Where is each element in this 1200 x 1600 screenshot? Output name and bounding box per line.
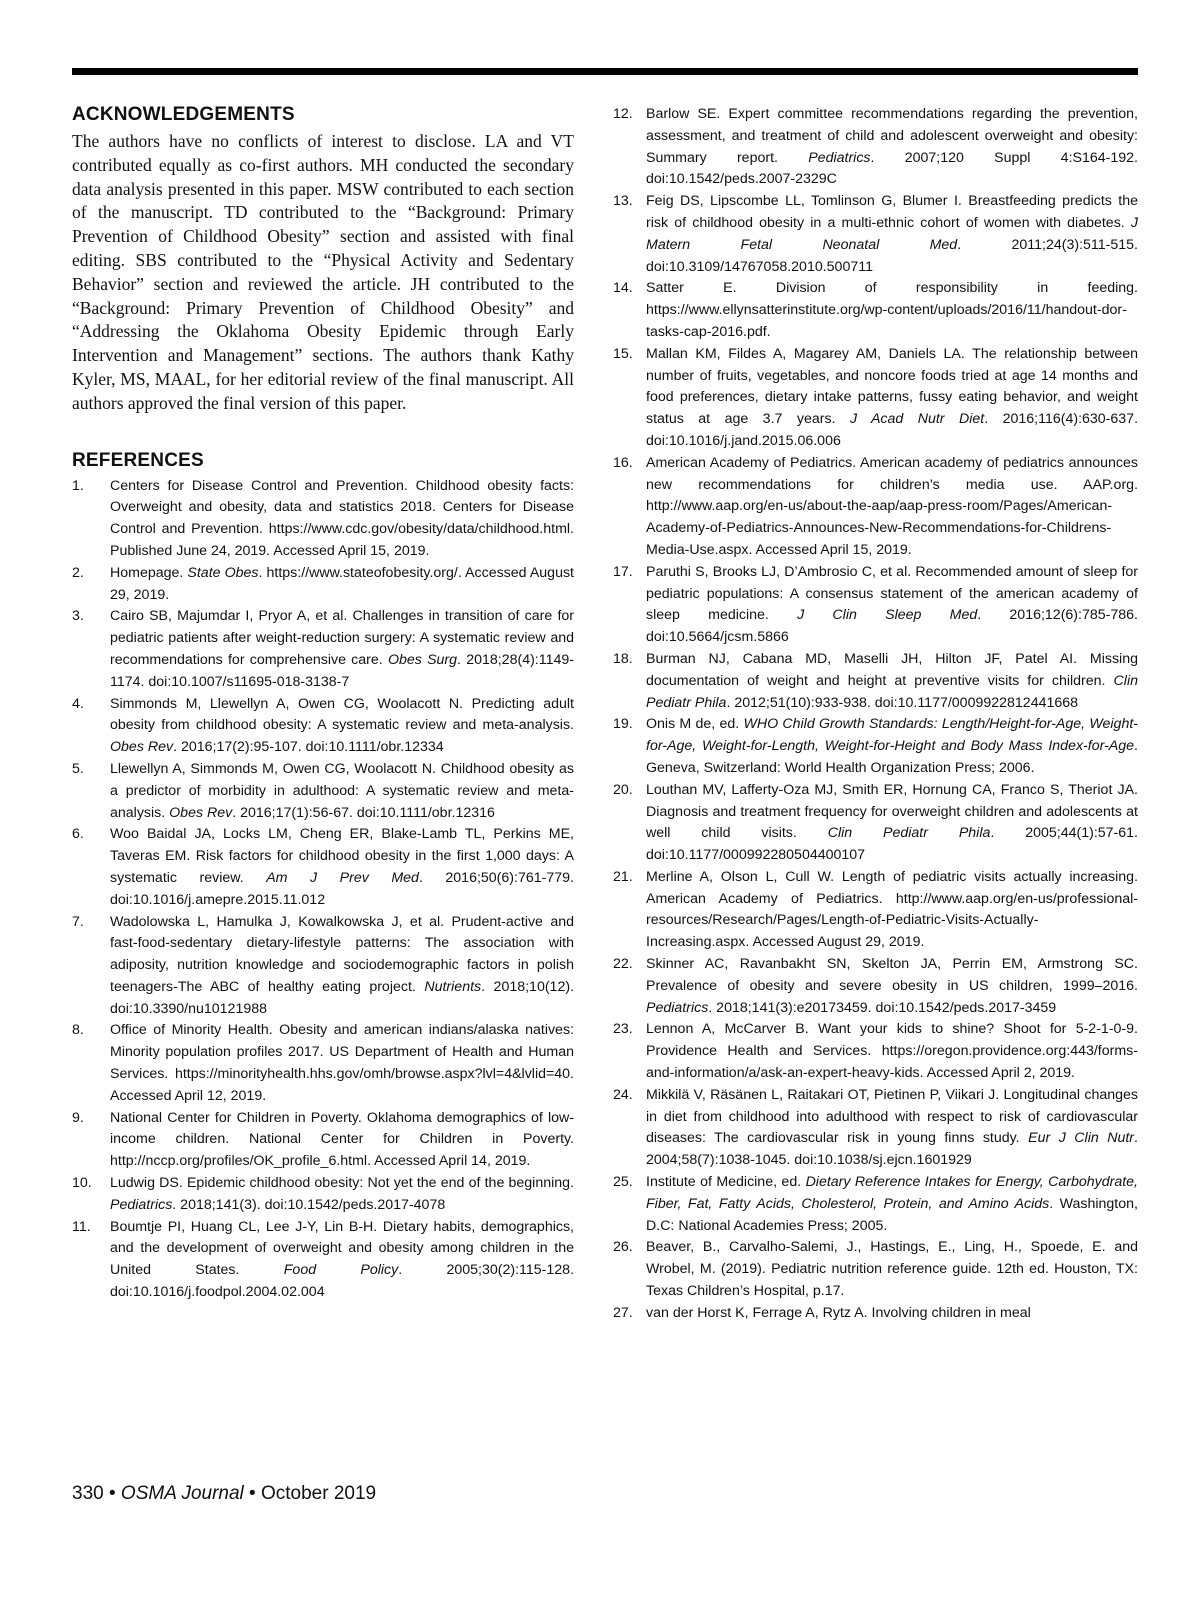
reference-number: 19. (613, 716, 633, 733)
reference-text (646, 562, 1138, 649)
reference-item (613, 867, 1138, 954)
reference-text-part: . 2005;30(2):115-128. doi:10.1016/j.foodpol.2004.02.004 (110, 1262, 575, 1301)
reference-number: 24. (613, 1086, 633, 1103)
reference-item (613, 649, 1138, 714)
reference-item (72, 759, 574, 824)
reference-item (613, 1237, 1138, 1302)
reference-text-part: van der Horst K, Ferrage A, Rytz A. Involving children in meal (646, 1304, 1031, 1321)
reference-text (646, 714, 1138, 779)
reference-source-title: Nutrients (424, 978, 482, 995)
reference-source-title: WHO Child Growth Standards: Length/Height-for-Age, Weight-for-Age, Weight-for-Length, Weight-for-Height and Body Mass Index-for-Age (646, 716, 1139, 755)
reference-item (72, 1173, 574, 1217)
reference-text-part: Centers for Disease Control and Prevention. Childhood obesity facts: Overweight and obesity, data and statistics 2018. Centers for Disease Control and Prevention. https://www.cdc.gov/obesity/data/childhood.html. Published June 24, 2019. Accessed April 15, 2019. (110, 477, 574, 559)
reference-text-part: . 2018;10(12). doi:10.3390/nu10121988 (110, 978, 575, 1017)
reference-source-title: J Acad Nutr Diet (849, 411, 985, 428)
reference-text-part: Merline A, Olson L, Cull W. Length of pediatric visits actually increasing. American Academy of Pediatrics. http://www.aap.org/en-us/professional-resources/Research/Pages/Length-of-Pediatric-Visits-Actually-Increasing.aspx. Accessed August 29, 2019. (646, 868, 1138, 951)
reference-number: 21. (613, 868, 633, 885)
reference-text (110, 912, 574, 1021)
reference-number: 4. (72, 695, 84, 712)
reference-number: 23. (613, 1021, 633, 1038)
reference-number: 14. (613, 280, 633, 297)
reference-list-left (72, 476, 574, 1304)
reference-number: 18. (613, 650, 633, 667)
reference-item (72, 824, 574, 911)
reference-text-part: . Geneva, Switzerland: World Health Organization Press; 2006. (646, 738, 1138, 776)
reference-number: 1. (72, 477, 84, 494)
reference-source-title: Dietary Reference Intakes for Energy, Carbohydrate, Fiber, Fat, Fatty Acids, Cholesterol, Protein, and Amino Acids (646, 1174, 1138, 1212)
reference-text (646, 1303, 1138, 1325)
reference-item (613, 954, 1138, 1019)
reference-text-part: Burman NJ, Cabana MD, Maselli JH, Hilton JF, Patel AI. Missing documentation of weight and height at preventive visits for children. (646, 650, 1138, 689)
reference-text-part: . 2018;141(3):e20173459. doi:10.1542/peds.2017-3459 (708, 999, 1057, 1016)
reference-text (110, 1108, 574, 1173)
reference-text-part: Barlow SE. Expert committee recommendations regarding the prevention, assessment, and treatment of child and adolescent overweight and obesity: Summary report. (646, 106, 1138, 166)
reference-item (613, 714, 1138, 779)
acknowledgements-body: The authors have no conflicts of interest to disclose. LA and VT contributed equally as co-first authors. MH conducted the secondary data analysis presented in this paper. MSW contributed to each section of the manuscript. TD contributed to the “Background: Primary Prevention of Childhood Obesity” section and assisted with final editing. SBS contributed to the “Physical Activity and Sedentary Behavior” section and reviewed the article. JH contributed to the “Background: Primary Prevention of Childhood Obesity” and “Addressing the Oklahoma Obesity Epidemic through Early Intervention and Management” sections. The authors thank Kathy Kyler, MS, MAAL, for her editorial review of the final manuscript. All authors approved the final version of this paper. (72, 131, 574, 413)
reference-text-part: Homepage. (110, 564, 188, 581)
right-column (613, 104, 1138, 1325)
reference-text-part: . 2018;141(3). doi:10.1542/peds.2017-4078 (172, 1196, 446, 1213)
reference-source-title: Obes Rev (169, 804, 233, 821)
reference-text-part: Llewellyn A, Simmonds M, Owen CG, Woolacott N. Childhood obesity as a predictor of morbidity in adulthood: A systematic review and meta-analysis. (110, 760, 574, 821)
reference-number: 15. (613, 345, 633, 362)
references-heading: REFERENCES (72, 449, 204, 471)
reference-text-part: . 2007;120 Suppl 4:S164-192. doi:10.1542/peds.2007-2329C (646, 149, 1138, 188)
reference-text (110, 606, 574, 693)
reference-number: 26. (613, 1239, 633, 1256)
left-column (72, 104, 574, 1304)
reference-number: 11. (72, 1218, 91, 1235)
reference-text (110, 563, 574, 607)
reference-source-title: Eur J Clin Nutr (1028, 1130, 1135, 1147)
reference-number: 5. (72, 760, 84, 777)
reference-item (72, 694, 574, 759)
reference-item (613, 104, 1138, 191)
reference-number: 20. (613, 781, 633, 798)
reference-number: 22. (613, 956, 633, 973)
reference-source-title: Pediatrics (646, 999, 709, 1016)
reference-item (613, 1172, 1138, 1237)
reference-item (72, 476, 574, 563)
reference-text (646, 278, 1138, 343)
reference-text-part: . 2011;24(3):511-515. doi:10.3109/14767058.2010.500711 (646, 236, 1138, 275)
reference-text (110, 476, 574, 563)
reference-item (613, 453, 1138, 562)
reference-source-title: State Obes (187, 564, 259, 581)
reference-text (646, 954, 1138, 1019)
reference-text (646, 867, 1138, 954)
page-footer (72, 1483, 376, 1505)
reference-text-part: Ludwig DS. Epidemic childhood obesity: Not yet the end of the beginning. (110, 1175, 574, 1192)
reference-item (613, 191, 1138, 278)
reference-text-part: . 2016;12(6):785-786. doi:10.5664/jcsm.5866 (646, 607, 1138, 646)
reference-item (72, 1108, 574, 1173)
reference-number: 6. (72, 826, 84, 843)
reference-source-title: Food Policy (283, 1262, 399, 1279)
reference-number: 8. (72, 1022, 84, 1039)
reference-text (646, 1085, 1138, 1172)
reference-source-title: Am J Prev Med (266, 869, 419, 886)
reference-text-part: . https://www.stateofobesity.org/. Accessed August 29, 2019. (110, 564, 574, 603)
reference-text (110, 1020, 574, 1107)
reference-number: 16. (613, 454, 633, 471)
reference-text (110, 1217, 574, 1304)
reference-item (613, 562, 1138, 649)
reference-text (646, 344, 1138, 453)
reference-text-part: . 2016;50(6):761-779. doi:10.1016/j.amepre.2015.11.012 (110, 869, 574, 908)
reference-item (72, 1020, 574, 1107)
reference-text (646, 649, 1138, 714)
reference-text (646, 191, 1138, 278)
reference-text-part: National Center for Children in Poverty. Oklahoma demographics of low-income children. National Center for Children in Poverty. http://nccp.org/profiles/OK_profile_6.html. Accessed April 14, 2019. (110, 1109, 574, 1170)
reference-text (110, 759, 574, 824)
page-number: 330 (72, 1483, 104, 1504)
reference-item (613, 278, 1138, 343)
reference-source-title: Clin Pediatr Phila (646, 672, 1138, 711)
reference-text-part: . 2005;44(1):57-61. doi:10.1177/000992280504400107 (646, 825, 1138, 864)
reference-text-part: Lennon A, McCarver B. Want your kids to shine? Shoot for 5-2-1-0-9. Providence Health and Services. https://oregon.providence.org:443/forms-and-information/a/ask-an-expert-heavy-kids. Accessed April 2, 2019. (646, 1021, 1138, 1082)
reference-list-right (613, 104, 1138, 1325)
reference-text-part: . 2016;116(4):630-637. doi:10.1016/j.jand.2015.06.006 (646, 411, 1139, 449)
reference-source-title: Clin Pediatr Phila (827, 825, 991, 842)
reference-number: 10. (72, 1175, 92, 1192)
reference-text (110, 824, 574, 911)
reference-source-title: Pediatrics (808, 149, 871, 166)
reference-text-part: Skinner AC, Ravanbakht SN, Skelton JA, Perrin EM, Armstrong SC. Prevalence of obesity and severe obesity in US children, 1999–2016. (646, 956, 1138, 994)
reference-text-part: Simmonds M, Llewellyn A, Owen CG, Woolacott N. Predicting adult obesity from childhood obesity: A systematic review and meta-analysis. (110, 695, 574, 734)
reference-source-title: J Matern Fetal Neonatal Med (646, 214, 1138, 253)
reference-text-part: Onis M de, ed. (646, 716, 744, 733)
reference-source-title: J Clin Sleep Med (797, 607, 978, 624)
reference-text-part: Beaver, B., Carvalho-Salemi, J., Hastings, E., Ling, H., Spoede, E. and Wrobel, M. (2019). Pediatric nutrition reference guide. 12th ed. Houston, TX: Texas Children’s Hospital, p.17. (646, 1239, 1138, 1300)
reference-text-part: Louthan MV, Lafferty-Oza MJ, Smith ER, Hornung CA, Franco S, Theriot JA. Diagnosis and treatment frequency for overweight children and adolescents at well child visits. (646, 781, 1138, 842)
reference-text-part: Paruthi S, Brooks LJ, D’Ambrosio C, et al. Recommended amount of sleep for pediatric populations: A consensus statement of the american academy of sleep medicine. (646, 563, 1138, 624)
reference-number: 17. (613, 563, 633, 580)
footer-separator: • (243, 1483, 261, 1504)
reference-item (613, 344, 1138, 453)
footer-separator: • (103, 1483, 121, 1504)
reference-text-part: Cairo SB, Majumdar I, Pryor A, et al. Challenges in transition of care for pediatric patients after weight-reduction surgery: A systematic review and recommendations for comprehensive care. (110, 608, 574, 668)
reference-item (613, 1303, 1138, 1325)
reference-text (646, 1172, 1138, 1237)
reference-text-part: Office of Minority Health. Obesity and american indians/alaska natives: Minority population profiles 2017. US Department of Health and Human Services. https://minorityhealth.hhs.gov/omh/browse.aspx?lvl=4&lvlid=40. Accessed April 12, 2019. (110, 1022, 574, 1104)
reference-number: 13. (613, 193, 633, 210)
reference-text-part: . 2016;17(1):56-67. doi:10.1111/obr.12316 (232, 804, 495, 821)
reference-text (646, 1019, 1138, 1084)
reference-text (646, 453, 1138, 562)
reference-number: 9. (72, 1109, 84, 1126)
reference-item (613, 1085, 1138, 1172)
reference-text-part: . 2004;58(7):1038-1045. doi:10.1038/sj.ejcn.1601929 (646, 1130, 1138, 1169)
reference-text (646, 104, 1138, 191)
reference-number: 27. (613, 1304, 633, 1321)
reference-item (613, 1019, 1138, 1084)
reference-item (613, 780, 1138, 867)
reference-source-title: Pediatrics (110, 1196, 173, 1213)
reference-text-part: Satter E. Division of responsibility in feeding. https://www.ellynsatterinstitute.org/wp-content/uploads/2016/11/handout-dor-tasks-cap-2016.pdf. (646, 280, 1138, 340)
reference-text-part: American Academy of Pediatrics. American academy of pediatrics announces new recommendations for children’s media use. AAP.org. http://www.aap.org/en-us/about-the-aap/aap-press-room/Pages/American-Academy-of-Pediatrics-Announces-New-Recommendations-for-Childrens-Media-Use.aspx. Accessed April 15, 2019. (646, 454, 1138, 558)
reference-item (72, 563, 574, 607)
reference-text (110, 1173, 574, 1217)
issue-date: October 2019 (260, 1483, 377, 1504)
reference-item (72, 606, 574, 693)
reference-text-part: Boumtje PI, Huang CL, Lee J-Y, Lin B-H. Dietary habits, demographics, and the development of overweight and obesity among children in the United States. (110, 1218, 574, 1279)
reference-text-part: . 2016;17(2):95-107. doi:10.1111/obr.12334 (173, 739, 444, 756)
reference-text (646, 780, 1138, 867)
reference-text-part: . Washington, D.C: National Academies Press; 2005. (646, 1195, 1138, 1234)
reference-text (110, 694, 574, 759)
reference-text-part: Mallan KM, Fildes A, Magarey AM, Daniels LA. The relationship between number of fruits, vegetables, and noncore foods tried at age 14 months and food preferences, dietary intake patterns, fussy eating behavior, and weight status at age 3.7 years. (646, 345, 1138, 428)
reference-text-part: Mikkilä V, Räsänen L, Raitakari OT, Pietinen P, Viikari J. Longitudinal changes in diet from childhood into adulthood with respect to risk of cardiovascular diseases: The cardiovascular risk in young finns study. (646, 1086, 1138, 1147)
reference-number: 3. (72, 608, 84, 625)
reference-text-part: Feig DS, Lipscombe LL, Tomlinson G, Blumer I. Breastfeeding predicts the risk of childhood obesity in a multi-ethnic cohort of women with diabetes. (646, 193, 1138, 231)
reference-number: 12. (613, 106, 633, 122)
acknowledgements-heading: ACKNOWLEDGEMENTS (72, 104, 295, 125)
reference-source-title: Obes Rev (110, 739, 174, 756)
reference-number: 25. (613, 1174, 633, 1191)
reference-source-title: Obes Surg (387, 651, 458, 668)
journal-name: OSMA Journal (120, 1483, 244, 1504)
reference-text-part: . 2018;28(4):1149-1174. doi:10.1007/s11695-018-3138-7 (110, 651, 574, 690)
reference-text-part: . 2012;51(10):933-938. doi:10.1177/0009922812441668 (726, 694, 1079, 711)
reference-text (646, 1237, 1138, 1302)
reference-number: 7. (72, 913, 84, 930)
reference-item (72, 1217, 574, 1304)
top-rule (72, 68, 1138, 75)
reference-number: 2. (72, 564, 84, 581)
reference-item (72, 912, 574, 1021)
reference-text-part: Wadolowska L, Hamulka J, Kowalkowska J, et al. Prudent-active and fast-food-sedentary dietary-lifestyle patterns: The association with adiposity, nutrition knowledge and sociodemographic factors in polish teenagers-The ABC of healthy eating project. (110, 913, 574, 995)
reference-text-part: Institute of Medicine, ed. (646, 1174, 806, 1191)
reference-text-part: Woo Baidal JA, Locks LM, Cheng ER, Blake-Lamb TL, Perkins ME, Taveras EM. Risk factors for childhood obesity in the first 1,000 days: A systematic review. (110, 826, 574, 886)
